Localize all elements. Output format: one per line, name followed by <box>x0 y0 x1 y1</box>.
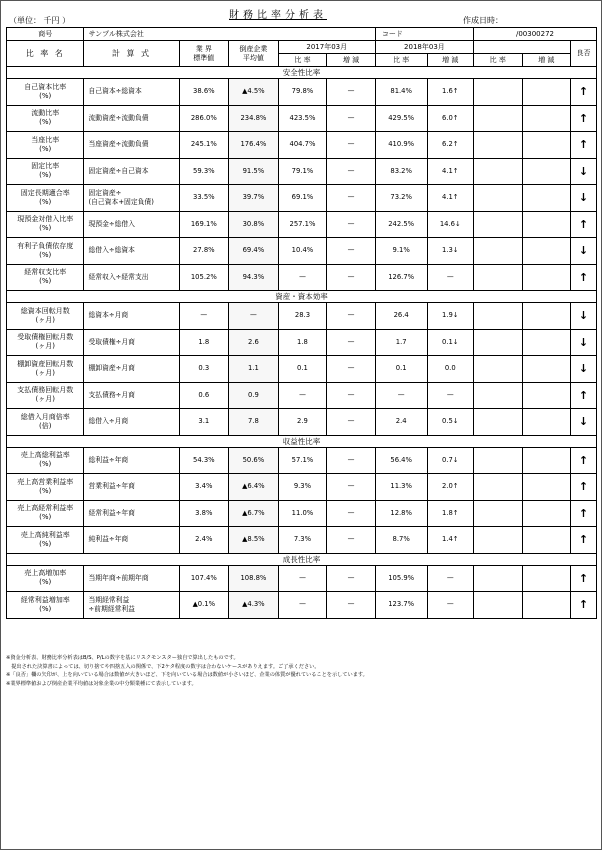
y2-change-cell: — <box>427 592 473 619</box>
formula-cell: 経常収入÷経常支出 <box>84 264 179 291</box>
judge-arrow-cell: ↑ <box>571 592 597 619</box>
industry-std-cell: 27.8% <box>179 238 229 265</box>
section-header <box>7 435 597 447</box>
ratio-name-cell: 経常利益増加率 (%) <box>7 592 84 619</box>
table-row <box>7 382 597 409</box>
bankrupt-avg-cell: ▲4.3% <box>229 592 279 619</box>
y1-ratio-cell: 10.4% <box>278 238 327 265</box>
table-row <box>7 565 597 592</box>
y1-ratio-cell: 69.1% <box>278 185 327 212</box>
bankrupt-avg-cell: 1.1 <box>229 356 279 383</box>
formula-cell: 総借入÷総資本 <box>84 238 179 265</box>
col-year2: 2018年03月 <box>375 41 473 54</box>
ratio-table <box>6 27 597 619</box>
y3-ratio-cell <box>473 158 522 185</box>
y1-change-cell: — <box>327 79 376 106</box>
industry-std-cell: 38.6% <box>179 79 229 106</box>
bankrupt-avg-cell: 176.4% <box>229 132 279 159</box>
industry-std-cell: 1.8 <box>179 329 229 356</box>
y1-ratio-cell: 28.3 <box>278 303 327 330</box>
y1-ratio-cell: 423.5% <box>278 105 327 132</box>
judge-arrow-cell: ↑ <box>571 500 597 527</box>
y3-ratio-cell <box>473 303 522 330</box>
y1-ratio-cell: — <box>278 264 327 291</box>
y2-change-cell: 1.4↑ <box>427 527 473 554</box>
y2-ratio-cell: 2.4 <box>375 409 427 436</box>
y3-change-cell <box>522 238 571 265</box>
judge-arrow-cell: ↑ <box>571 382 597 409</box>
table-row <box>7 264 597 291</box>
bankrupt-avg-cell: 7.8 <box>229 409 279 436</box>
industry-std-cell: 33.5% <box>179 185 229 212</box>
formula-cell: 固定資産÷ (自己資本+固定負債) <box>84 185 179 212</box>
y3-ratio-cell <box>473 447 522 474</box>
footnotes <box>6 654 596 688</box>
y3-change-cell <box>522 185 571 212</box>
y3-ratio-cell <box>473 185 522 212</box>
section-header <box>7 67 597 79</box>
formula-cell: 営業利益÷年商 <box>84 474 179 501</box>
bankrupt-avg-cell: 234.8% <box>229 105 279 132</box>
y2-ratio-cell: 11.3% <box>375 474 427 501</box>
y3-change-cell <box>522 105 571 132</box>
judge-arrow-cell: ↑ <box>571 132 597 159</box>
formula-cell: 総借入÷月商 <box>84 409 179 436</box>
y2-change-cell: — <box>427 382 473 409</box>
judge-arrow-cell: ↑ <box>571 264 597 291</box>
col-year1: 2017年03月 <box>278 41 375 54</box>
y1-ratio-cell: 79.1% <box>278 158 327 185</box>
y3-change-cell <box>522 565 571 592</box>
ratio-name-cell: 受取債権回転月数 (ヶ月) <box>7 329 84 356</box>
table-row <box>7 474 597 501</box>
y2-change-cell: 4.1↑ <box>427 158 473 185</box>
y3-ratio-cell <box>473 211 522 238</box>
ratio-name-cell: 売上高総利益率 (%) <box>7 447 84 474</box>
y3-ratio-cell <box>473 474 522 501</box>
y3-change-cell <box>522 303 571 330</box>
y1-change-cell: — <box>327 527 376 554</box>
industry-std-cell: 107.4% <box>179 565 229 592</box>
table-row <box>7 527 597 554</box>
unit-label: （単位： 千円 ） <box>9 16 71 25</box>
industry-std-cell: ▲0.1% <box>179 592 229 619</box>
table-row <box>7 132 597 159</box>
bankrupt-avg-cell: 0.9 <box>229 382 279 409</box>
formula-cell: 支払債務÷月商 <box>84 382 179 409</box>
ratio-name-cell: 売上高営業利益率 (%) <box>7 474 84 501</box>
formula-cell: 流動資産÷流動負債 <box>84 105 179 132</box>
y1-change-cell: — <box>327 500 376 527</box>
industry-std-cell: — <box>179 303 229 330</box>
table-row <box>7 158 597 185</box>
industry-std-cell: 3.8% <box>179 500 229 527</box>
y3-change-cell <box>522 409 571 436</box>
y3-ratio-cell <box>473 105 522 132</box>
y1-change-cell: — <box>327 105 376 132</box>
formula-cell: 自己資本÷総資本 <box>84 79 179 106</box>
y3-change-cell <box>522 79 571 106</box>
col-formula: 計 算 式 <box>84 41 179 67</box>
col-judge: 良否 <box>571 41 597 67</box>
bankrupt-avg-cell: 91.5% <box>229 158 279 185</box>
industry-std-cell: 3.1 <box>179 409 229 436</box>
y3-ratio-cell <box>473 79 522 106</box>
col-ratio-name: 比 率 名 <box>7 41 84 67</box>
y3-change-cell <box>522 329 571 356</box>
col-y1-ratio: 比 率 <box>278 54 327 67</box>
formula-cell: 棚卸資産÷月商 <box>84 356 179 383</box>
industry-std-cell: 105.2% <box>179 264 229 291</box>
section-label: 収益性比率 <box>7 435 597 447</box>
code-value: /00300272 <box>473 28 596 41</box>
y1-change-cell: — <box>327 185 376 212</box>
y3-ratio-cell <box>473 592 522 619</box>
y3-ratio-cell <box>473 565 522 592</box>
y2-change-cell: 0.1↓ <box>427 329 473 356</box>
y1-change-cell: — <box>327 158 376 185</box>
y1-change-cell: — <box>327 356 376 383</box>
y1-change-cell: — <box>327 592 376 619</box>
y3-change-cell <box>522 132 571 159</box>
industry-std-cell: 169.1% <box>179 211 229 238</box>
y1-change-cell: — <box>327 329 376 356</box>
y1-change-cell: — <box>327 474 376 501</box>
bankrupt-avg-cell: 94.3% <box>229 264 279 291</box>
judge-arrow-cell: ↑ <box>571 565 597 592</box>
ratio-name-cell: 売上高増加率 (%) <box>7 565 84 592</box>
y2-change-cell: 1.8↑ <box>427 500 473 527</box>
bankrupt-avg-cell: 39.7% <box>229 185 279 212</box>
y3-change-cell <box>522 447 571 474</box>
y1-ratio-cell: — <box>278 592 327 619</box>
ratio-name-cell: 売上高経常利益率 (%) <box>7 500 84 527</box>
formula-cell: 純利益÷年商 <box>84 527 179 554</box>
y3-change-cell <box>522 382 571 409</box>
y2-ratio-cell: 126.7% <box>375 264 427 291</box>
y1-ratio-cell: 57.1% <box>278 447 327 474</box>
judge-arrow-cell: ↑ <box>571 105 597 132</box>
y2-change-cell: 2.0↑ <box>427 474 473 501</box>
created-date-label: 作成日時： <box>463 16 503 25</box>
industry-std-cell: 2.4% <box>179 527 229 554</box>
y3-change-cell <box>522 500 571 527</box>
y2-ratio-cell: 410.9% <box>375 132 427 159</box>
y3-change-cell <box>522 527 571 554</box>
judge-arrow-cell: ↓ <box>571 238 597 265</box>
col-year3 <box>473 41 570 54</box>
col-y3-ratio: 比 率 <box>473 54 522 67</box>
y1-ratio-cell: 11.0% <box>278 500 327 527</box>
y3-change-cell <box>522 474 571 501</box>
y1-change-cell: — <box>327 264 376 291</box>
judge-arrow-cell: ↓ <box>571 356 597 383</box>
y2-change-cell: 1.3↓ <box>427 238 473 265</box>
bankrupt-avg-cell: 30.8% <box>229 211 279 238</box>
y2-ratio-cell: 73.2% <box>375 185 427 212</box>
y2-ratio-cell: 105.9% <box>375 565 427 592</box>
formula-cell: 受取債権÷月商 <box>84 329 179 356</box>
formula-cell: 当期経常利益 ÷前期経常利益 <box>84 592 179 619</box>
judge-arrow-cell: ↓ <box>571 329 597 356</box>
y1-change-cell: — <box>327 565 376 592</box>
bankrupt-avg-cell: 2.6 <box>229 329 279 356</box>
y2-change-cell: 6.0↑ <box>427 105 473 132</box>
y3-change-cell <box>522 356 571 383</box>
ratio-name-cell: 経常収支比率 (%) <box>7 264 84 291</box>
y2-ratio-cell: 26.4 <box>375 303 427 330</box>
formula-cell: 当期年商÷前期年商 <box>84 565 179 592</box>
y2-change-cell: 0.0 <box>427 356 473 383</box>
company-name: サンプル株式会社 <box>84 28 375 41</box>
table-row <box>7 185 597 212</box>
judge-arrow-cell: ↓ <box>571 303 597 330</box>
y2-ratio-cell: 83.2% <box>375 158 427 185</box>
table-row <box>7 356 597 383</box>
section-header <box>7 553 597 565</box>
judge-arrow-cell: ↓ <box>571 158 597 185</box>
y2-ratio-cell: 81.4% <box>375 79 427 106</box>
ratio-name-cell: 支払債務回転月数 (ヶ月) <box>7 382 84 409</box>
y1-ratio-cell: 257.1% <box>278 211 327 238</box>
y2-ratio-cell: 429.5% <box>375 105 427 132</box>
y2-ratio-cell: 123.7% <box>375 592 427 619</box>
col-industry-std: 業 界 標準値 <box>179 41 229 67</box>
formula-cell: 固定資産÷自己資本 <box>84 158 179 185</box>
y3-change-cell <box>522 264 571 291</box>
y3-ratio-cell <box>473 527 522 554</box>
table-row <box>7 238 597 265</box>
industry-std-cell: 245.1% <box>179 132 229 159</box>
table-row <box>7 592 597 619</box>
y3-ratio-cell <box>473 356 522 383</box>
industry-std-cell: 54.3% <box>179 447 229 474</box>
formula-cell: 経常利益÷年商 <box>84 500 179 527</box>
y1-ratio-cell: — <box>278 565 327 592</box>
footnote: 提出された決算書によっては、切り捨てや四捨五入の関係で、下2ケタ程度の数字は合わないケースがありえます。ご了承ください。 <box>6 663 320 670</box>
col-y2-ratio: 比 率 <box>375 54 427 67</box>
ratio-name-cell: 総資本回転月数 (ヶ月) <box>7 303 84 330</box>
y2-ratio-cell: 12.8% <box>375 500 427 527</box>
y1-ratio-cell: 7.3% <box>278 527 327 554</box>
bankrupt-avg-cell: ▲6.4% <box>229 474 279 501</box>
table-row <box>7 211 597 238</box>
y2-ratio-cell: 242.5% <box>375 211 427 238</box>
y1-change-cell: — <box>327 211 376 238</box>
ratio-name-cell: 固定長期適合率 (%) <box>7 185 84 212</box>
y2-change-cell: — <box>427 565 473 592</box>
y3-ratio-cell <box>473 329 522 356</box>
footnote: ※業界標準値および倒産企業平均値は対象企業の中分類業種にて表示しています。 <box>6 680 197 687</box>
y3-ratio-cell <box>473 264 522 291</box>
ratio-name-cell: 固定比率 (%) <box>7 158 84 185</box>
bankrupt-avg-cell: ▲4.5% <box>229 79 279 106</box>
y3-change-cell <box>522 158 571 185</box>
y3-ratio-cell <box>473 132 522 159</box>
y3-ratio-cell <box>473 409 522 436</box>
y1-ratio-cell: 0.1 <box>278 356 327 383</box>
ratio-name-cell: 有利子負債依存度 (%) <box>7 238 84 265</box>
judge-arrow-cell: ↑ <box>571 474 597 501</box>
formula-cell: 総利益÷年商 <box>84 447 179 474</box>
y3-ratio-cell <box>473 500 522 527</box>
y2-change-cell: 6.2↑ <box>427 132 473 159</box>
ratio-name-cell: 流動比率 (%) <box>7 105 84 132</box>
industry-std-cell: 286.0% <box>179 105 229 132</box>
y2-ratio-cell: 9.1% <box>375 238 427 265</box>
code-label: コード <box>375 28 473 41</box>
ratio-name-cell: 現預金対借入比率 (%) <box>7 211 84 238</box>
judge-arrow-cell: ↑ <box>571 447 597 474</box>
ratio-name-cell: 自己資本比率 (%) <box>7 79 84 106</box>
table-row <box>7 447 597 474</box>
bankrupt-avg-cell: ▲6.7% <box>229 500 279 527</box>
y1-ratio-cell: 2.9 <box>278 409 327 436</box>
y1-change-cell: — <box>327 132 376 159</box>
y1-change-cell: — <box>327 303 376 330</box>
bankrupt-avg-cell: — <box>229 303 279 330</box>
industry-std-cell: 3.4% <box>179 474 229 501</box>
industry-std-cell: 0.6 <box>179 382 229 409</box>
y1-ratio-cell: 79.8% <box>278 79 327 106</box>
y2-change-cell: 0.7↓ <box>427 447 473 474</box>
y3-change-cell <box>522 592 571 619</box>
col-bankrupt-avg: 倒産企業 平均値 <box>229 41 279 67</box>
judge-arrow-cell: ↑ <box>571 211 597 238</box>
bankrupt-avg-cell: 108.8% <box>229 565 279 592</box>
section-label: 資産・資本効率 <box>7 291 597 303</box>
judge-arrow-cell: ↑ <box>571 79 597 106</box>
judge-arrow-cell: ↓ <box>571 185 597 212</box>
page-title: 財務比率分析表 <box>229 10 327 21</box>
y2-ratio-cell: 8.7% <box>375 527 427 554</box>
ratio-name-cell: 総借入月商倍率 (倍) <box>7 409 84 436</box>
bankrupt-avg-cell: 50.6% <box>229 447 279 474</box>
table-row <box>7 500 597 527</box>
section-header <box>7 291 597 303</box>
ratio-name-cell: 売上高純利益率 (%) <box>7 527 84 554</box>
y1-ratio-cell: 1.8 <box>278 329 327 356</box>
y2-change-cell: 1.6↑ <box>427 79 473 106</box>
table-row <box>7 105 597 132</box>
ratio-name-cell: 棚卸資産回転月数 (ヶ月) <box>7 356 84 383</box>
y1-ratio-cell: 9.3% <box>278 474 327 501</box>
y2-ratio-cell: 0.1 <box>375 356 427 383</box>
y1-change-cell: — <box>327 409 376 436</box>
industry-std-cell: 59.3% <box>179 158 229 185</box>
column-header-row-1 <box>7 41 597 54</box>
table-row <box>7 303 597 330</box>
formula-cell: 当座資産÷流動負債 <box>84 132 179 159</box>
y1-change-cell: — <box>327 447 376 474</box>
y2-change-cell: 0.5↓ <box>427 409 473 436</box>
footnote: ※「良否」欄の矢印が、上を向いている場合は数値が大きいほど、下を向いている場合は数値が小さいほど、企業の体質が優れていることを示しています。 <box>6 672 368 678</box>
y1-change-cell: — <box>327 382 376 409</box>
y2-ratio-cell: — <box>375 382 427 409</box>
ratio-name-cell: 当座比率 (%) <box>7 132 84 159</box>
formula-cell: 総資本÷月商 <box>84 303 179 330</box>
section-label: 安全性比率 <box>7 67 597 79</box>
col-y1-change: 増 減 <box>327 54 376 67</box>
col-y3-change: 増 減 <box>522 54 571 67</box>
company-label: 商号 <box>7 28 84 41</box>
judge-arrow-cell: ↑ <box>571 527 597 554</box>
y2-change-cell: 1.9↓ <box>427 303 473 330</box>
col-y2-change: 増 減 <box>427 54 473 67</box>
footnote: ※資金分析表、財務比率分析表はB/S、P/Lの数字を基にリスクモンスター独自で算出したものです。 <box>6 655 239 661</box>
table-row <box>7 79 597 106</box>
bankrupt-avg-cell: ▲8.5% <box>229 527 279 554</box>
y3-ratio-cell <box>473 238 522 265</box>
y2-ratio-cell: 1.7 <box>375 329 427 356</box>
y2-ratio-cell: 56.4% <box>375 447 427 474</box>
y1-ratio-cell: 404.7% <box>278 132 327 159</box>
y2-change-cell: — <box>427 264 473 291</box>
table-row <box>7 329 597 356</box>
y3-ratio-cell <box>473 382 522 409</box>
industry-std-cell: 0.3 <box>179 356 229 383</box>
y1-ratio-cell: — <box>278 382 327 409</box>
judge-arrow-cell: ↓ <box>571 409 597 436</box>
bankrupt-avg-cell: 69.4% <box>229 238 279 265</box>
y2-change-cell: 4.1↑ <box>427 185 473 212</box>
y2-change-cell: 14.6↓ <box>427 211 473 238</box>
y3-change-cell <box>522 211 571 238</box>
table-row <box>7 409 597 436</box>
section-label: 成長性比率 <box>7 553 597 565</box>
y1-change-cell: — <box>327 238 376 265</box>
company-row <box>7 28 597 41</box>
formula-cell: 現預金÷総借入 <box>84 211 179 238</box>
